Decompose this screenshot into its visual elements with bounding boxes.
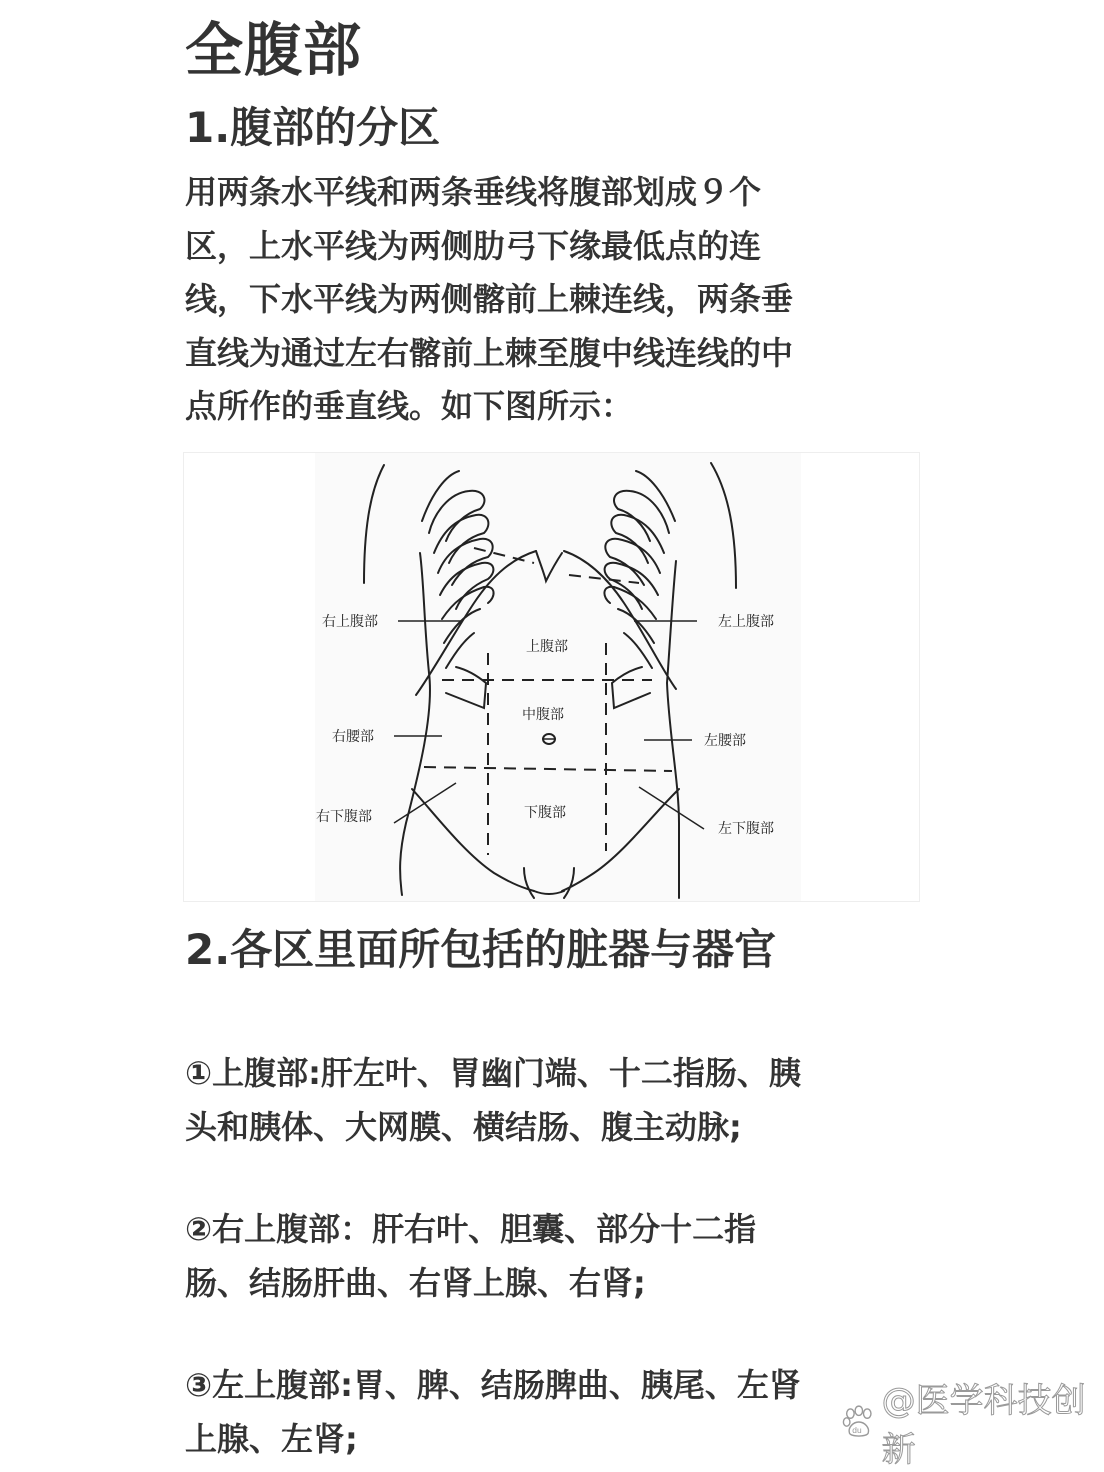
paragraph-line: 点所作的垂直线。如下图所示：: [185, 387, 634, 425]
item-line: ②右上腹部：肝右叶、胆囊、部分十二指: [185, 1210, 757, 1248]
baidu-paw-icon: [842, 1404, 876, 1440]
label-umbilical: 中腹部: [522, 707, 564, 723]
section-paragraph: [185, 166, 915, 434]
section-heading-regions: 1.腹部的分区: [185, 103, 441, 152]
organ-list-item: [185, 1202, 925, 1310]
torso-drawing: [184, 453, 921, 903]
watermark-text: @医学科技创新: [881, 1381, 1086, 1470]
organ-list-item: [185, 1358, 925, 1466]
label-epigastric: 上腹部: [526, 639, 568, 655]
label-left-upper: 左上腹部: [718, 614, 774, 630]
organ-list-item: [185, 1046, 925, 1154]
item-line: ③左上腹部:胃、脾、结肠脾曲、胰尾、左肾: [185, 1366, 801, 1404]
paragraph-line: 直线为通过左右髂前上棘至腹中线连线的中: [185, 333, 794, 372]
item-line: ①上腹部:肝左叶、胃幽门端、十二指肠、胰: [185, 1054, 801, 1092]
watermark: [842, 1381, 1104, 1470]
label-right-lumbar: 右腰部: [332, 729, 374, 745]
label-left-lumbar: 左腰部: [704, 733, 746, 749]
item-line: 头和胰体、大网膜、横结肠、腹主动脉;: [185, 1108, 742, 1146]
label-right-upper: 右上腹部: [322, 614, 378, 630]
item-line: 肠、结肠肝曲、右肾上腺、右肾;: [185, 1264, 646, 1302]
label-left-lower: 左下腹部: [718, 821, 774, 837]
paragraph-line: 用两条水平线和两条垂线将腹部划成９个: [185, 173, 762, 211]
svg-text:du: du: [852, 1425, 862, 1436]
label-hypogastric: 下腹部: [524, 805, 566, 821]
section-heading-organs: 2.各区里面所包括的脏器与器官: [185, 925, 777, 974]
page-title: 全腹部: [185, 16, 363, 84]
abdominal-regions-diagram: [183, 452, 920, 902]
label-right-lower: 右下腹部: [316, 809, 372, 825]
item-line: 上腺、左肾;: [185, 1420, 358, 1458]
paragraph-line: 区，上水平线为两侧肋弓下缘最低点的连: [185, 226, 762, 265]
paragraph-line: 线，下水平线为两侧髂前上棘连线，两条垂: [185, 280, 794, 318]
